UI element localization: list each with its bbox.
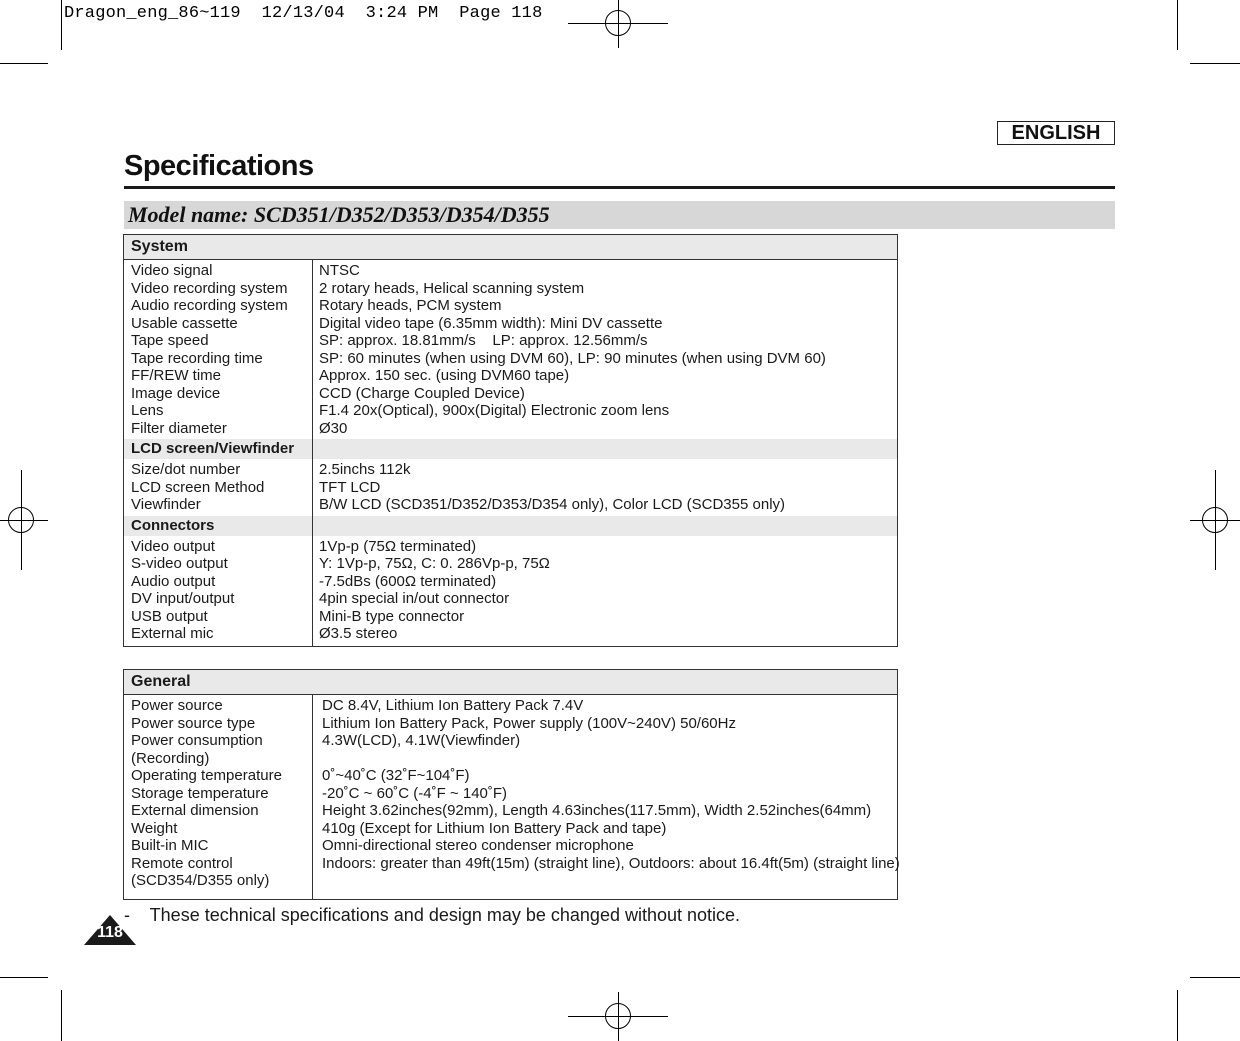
spec-value: Y: 1Vp-p, 75Ω, C: 0. 286Vp-p, 75Ω <box>319 555 550 572</box>
registration-target <box>605 1003 631 1029</box>
spec-value: Height 3.62inches(92mm), Length 4.63inches(117.5mm), Width 2.52inches(64mm) <box>322 802 872 819</box>
spec-label: Usable cassette <box>131 314 238 332</box>
spec-label: Storage temperature <box>131 784 269 802</box>
spec-row <box>124 715 897 733</box>
spec-label: Remote control <box>131 854 233 872</box>
spec-value: Ø3.5 stereo <box>319 625 398 642</box>
page-title: Specifications <box>124 150 314 182</box>
spec-value: SP: 60 minutes (when using DVM 60), LP: 90 minutes (when using DVM 60) <box>319 349 826 367</box>
spec-value: Ø30 <box>319 419 348 437</box>
spec-value: F1.4 20x(Optical), 900x(Digital) Electronic zoom lens <box>319 402 670 419</box>
spec-label: Operating temperature <box>131 767 282 784</box>
spec-value: Approx. 150 sec. (using DVM60 tape) <box>319 367 570 384</box>
spec-row <box>124 854 900 873</box>
spec-label: DV input/output <box>131 590 235 607</box>
spec-label: Filter diameter <box>131 419 227 437</box>
page-number: 118 <box>97 924 123 941</box>
spec-row <box>124 590 897 608</box>
spec-row <box>124 461 897 479</box>
spec-row <box>124 608 897 626</box>
registration-target <box>8 507 34 533</box>
crop-mark <box>61 0 62 50</box>
spec-label: S-video output <box>131 555 228 572</box>
spec-row <box>124 315 897 333</box>
spec-row <box>124 732 897 750</box>
spec-row <box>124 872 897 890</box>
disclaimer-note: - These technical specifications and design may be changed without notice. <box>124 905 741 925</box>
general-spec-table <box>123 669 898 900</box>
spec-label: External mic <box>131 625 214 642</box>
spec-row <box>124 785 897 803</box>
spec-value: Lithium Ion Battery Pack, Power supply (100V~240V) 50/60Hz <box>322 714 736 732</box>
spec-row <box>124 350 897 368</box>
spec-label: Tape recording time <box>131 349 263 367</box>
spec-value: Mini-B type connector <box>319 607 465 625</box>
spec-label: Video recording system <box>131 279 288 297</box>
spec-value: Digital video tape (6.35mm width): Mini DV cassette <box>319 314 663 332</box>
spec-label: Power consumption <box>131 732 263 749</box>
print-header: Dragon_eng_86~119 12/13/04 3:24 PM Page 118 <box>64 4 543 23</box>
spec-row <box>124 767 897 785</box>
spec-row <box>124 555 897 573</box>
spec-value: Rotary heads, PCM system <box>319 297 502 314</box>
spec-row <box>124 750 897 768</box>
lcd-section-heading: LCD screen/Viewfinder <box>124 439 897 459</box>
system-spec-table <box>123 234 898 647</box>
spec-value: 0˚~40˚C (32˚F~104˚F) <box>322 767 470 784</box>
spec-label: Audio output <box>131 572 216 590</box>
spec-label: LCD screen Method <box>131 478 265 496</box>
spec-row <box>124 367 897 385</box>
spec-row <box>124 697 897 715</box>
spec-label: Weight <box>131 819 178 837</box>
spec-value: Indoors: greater than 49ft(15m) (straight line), Outdoors: about 16.4ft(5m) (straight line) <box>322 854 900 872</box>
spec-value: -20˚C ~ 60˚C (-4˚F ~ 140˚F) <box>322 784 508 802</box>
spec-label: Power source type <box>131 714 256 732</box>
crop-mark <box>1190 63 1240 64</box>
spec-value: B/W LCD (SCD351/D352/D353/D354 only), Color LCD (SCD355 only) <box>319 496 786 513</box>
spec-label: Video output <box>131 537 215 555</box>
spec-label: Audio recording system <box>131 297 288 314</box>
spec-value: NTSC <box>319 262 360 279</box>
model-name: Model name: SCD351/D352/D353/D354/D355 <box>128 202 550 227</box>
spec-row <box>124 820 897 838</box>
crop-mark <box>1190 977 1240 978</box>
spec-row <box>124 625 897 643</box>
spec-row <box>124 280 897 298</box>
language-label: ENGLISH <box>997 121 1115 145</box>
spec-value: -7.5dBs (600Ω terminated) <box>319 572 497 590</box>
crop-mark <box>1177 990 1178 1041</box>
spec-label: Video signal <box>131 262 213 279</box>
spec-label: (SCD354/D355 only) <box>131 872 270 889</box>
spec-value: DC 8.4V, Lithium Ion Battery Pack 7.4V <box>322 697 584 714</box>
crop-mark <box>0 977 48 978</box>
spec-row <box>124 573 897 591</box>
spec-label: Image device <box>131 384 221 402</box>
spec-label: External dimension <box>131 802 259 819</box>
system-section-heading: System <box>124 235 897 260</box>
spec-value: TFT LCD <box>319 478 381 496</box>
spec-value: SP: approx. 18.81mm/s LP: approx. 12.56mm/s <box>319 332 648 349</box>
spec-label: Viewfinder <box>131 496 201 513</box>
spec-row <box>124 496 897 514</box>
spec-value: 4.3W(LCD), 4.1W(Viewfinder) <box>322 732 521 749</box>
spec-row <box>124 297 897 315</box>
spec-value: 2 rotary heads, Helical scanning system <box>319 279 585 297</box>
spec-value: 410g (Except for Lithium Ion Battery Pack and tape) <box>322 819 667 837</box>
crop-mark <box>61 990 62 1041</box>
spec-row <box>124 420 897 438</box>
spec-row <box>124 262 897 280</box>
spec-label: Power source <box>131 697 223 714</box>
spec-label: Lens <box>131 402 164 419</box>
spec-value: 4pin special in/out connector <box>319 590 510 607</box>
connectors-section-heading: Connectors <box>124 516 897 536</box>
spec-row <box>124 479 897 497</box>
registration-target <box>605 10 631 36</box>
spec-label: FF/REW time <box>131 367 221 384</box>
general-section-heading: General <box>124 670 897 695</box>
spec-label: Size/dot number <box>131 461 241 478</box>
spec-value: CCD (Charge Coupled Device) <box>319 384 525 402</box>
spec-value: 2.5inchs 112k <box>319 461 411 478</box>
spec-row <box>124 385 897 403</box>
spec-label: USB output <box>131 607 208 625</box>
spec-label: Built-in MIC <box>131 837 209 854</box>
spec-row <box>124 402 897 420</box>
registration-target <box>1202 507 1228 533</box>
spec-row <box>124 802 897 820</box>
title-divider <box>124 186 1115 189</box>
spec-value: Omni-directional stereo condenser microphone <box>322 837 634 854</box>
model-banner <box>124 201 1115 229</box>
spec-label: Tape speed <box>131 332 209 349</box>
spec-row <box>124 837 897 855</box>
spec-label: (Recording) <box>131 749 210 767</box>
crop-mark <box>0 63 48 64</box>
spec-value: 1Vp-p (75Ω terminated) <box>319 537 477 555</box>
spec-row <box>124 332 897 350</box>
crop-mark <box>1177 0 1178 50</box>
spec-row <box>124 538 897 556</box>
